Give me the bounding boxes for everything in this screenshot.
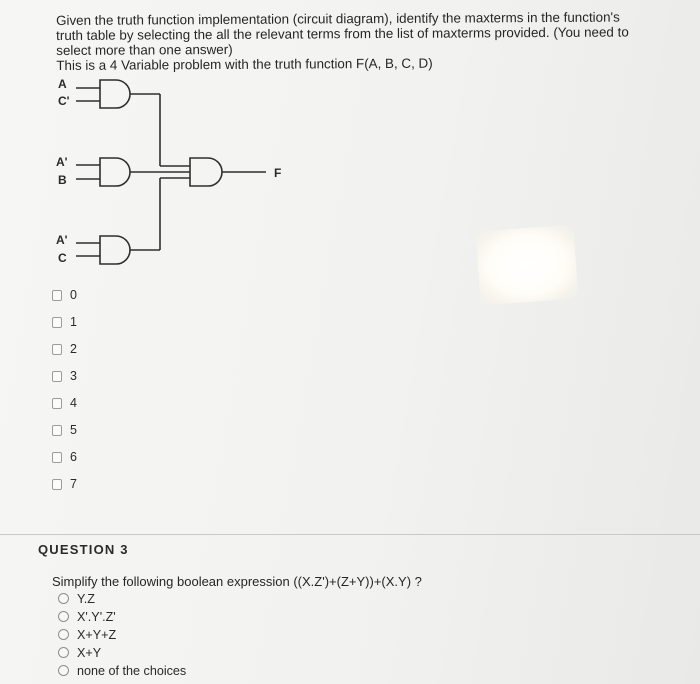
option-label: 2 xyxy=(70,342,77,356)
radio-button[interactable] xyxy=(58,665,69,676)
gate3-input-a-not: A' xyxy=(56,233,68,247)
and-gate-1 xyxy=(100,80,130,108)
output-label-f: F xyxy=(274,166,282,180)
and-gate-output xyxy=(190,158,222,186)
gate2-input-b: B xyxy=(58,173,67,187)
choice-label: none of the choices xyxy=(77,663,187,678)
question3-choice[interactable] xyxy=(58,608,116,625)
question-text xyxy=(56,9,656,73)
question-line: select more than one answer) xyxy=(56,41,233,58)
checkbox[interactable] xyxy=(52,371,62,382)
option-label: 0 xyxy=(70,288,77,302)
checkbox[interactable] xyxy=(52,479,62,490)
choice-label: X'.Y'.Z' xyxy=(77,609,116,624)
question3-choice[interactable] xyxy=(58,644,101,661)
circuit-diagram xyxy=(40,78,300,278)
checkbox[interactable] xyxy=(52,398,62,409)
maxterm-option[interactable] xyxy=(52,313,77,331)
option-label: 7 xyxy=(70,477,77,491)
maxterm-option[interactable] xyxy=(52,286,77,304)
question3-choice[interactable] xyxy=(58,590,95,607)
question-line: This is a 4 Variable problem with the truth function F(A, B, C, D) xyxy=(56,55,433,73)
radio-button[interactable] xyxy=(58,629,69,640)
question3-title: QUESTION 3 xyxy=(38,542,129,557)
checkbox[interactable] xyxy=(52,290,62,301)
question3-choice[interactable] xyxy=(58,662,186,679)
question-line: Given the truth function implementation (circuit diagram), identify the maxterms in the function's xyxy=(56,9,620,28)
gate2-input-a-not: A' xyxy=(56,155,68,169)
option-label: 4 xyxy=(70,396,77,410)
maxterm-option[interactable] xyxy=(52,421,77,439)
and-gate-3 xyxy=(100,236,130,264)
maxterm-option[interactable] xyxy=(52,340,77,358)
checkbox[interactable] xyxy=(52,425,62,436)
gate1-input-a: A xyxy=(58,78,67,91)
question-line: truth table by selecting the all the relevant terms from the list of maxterms provided. (You need to xyxy=(56,24,629,43)
choice-label: X+Y+Z xyxy=(77,627,117,642)
maxterm-option[interactable] xyxy=(52,448,77,466)
maxterm-option[interactable] xyxy=(52,394,77,412)
checkbox[interactable] xyxy=(52,344,62,355)
choice-label: X+Y xyxy=(77,645,102,660)
checkbox[interactable] xyxy=(52,452,62,463)
radio-button[interactable] xyxy=(58,647,69,658)
question3-choice[interactable] xyxy=(58,626,116,643)
option-label: 5 xyxy=(70,423,77,437)
checkbox[interactable] xyxy=(52,317,62,328)
radio-button[interactable] xyxy=(58,593,69,604)
choice-label: Y.Z xyxy=(77,591,95,606)
option-label: 3 xyxy=(70,369,77,383)
light-glare xyxy=(476,225,579,306)
option-label: 6 xyxy=(70,450,77,464)
maxterm-option[interactable] xyxy=(52,367,77,385)
gate1-input-c-not: C' xyxy=(58,94,70,108)
gate3-input-c: C xyxy=(58,251,67,265)
option-label: 1 xyxy=(70,315,77,329)
question3-prompt: Simplify the following boolean expression ((X.Z')+(Z+Y))+(X.Y) ? xyxy=(52,574,422,589)
maxterm-option[interactable] xyxy=(52,475,77,493)
radio-button[interactable] xyxy=(58,611,69,622)
and-gate-2 xyxy=(100,158,130,186)
section-divider xyxy=(0,534,700,535)
